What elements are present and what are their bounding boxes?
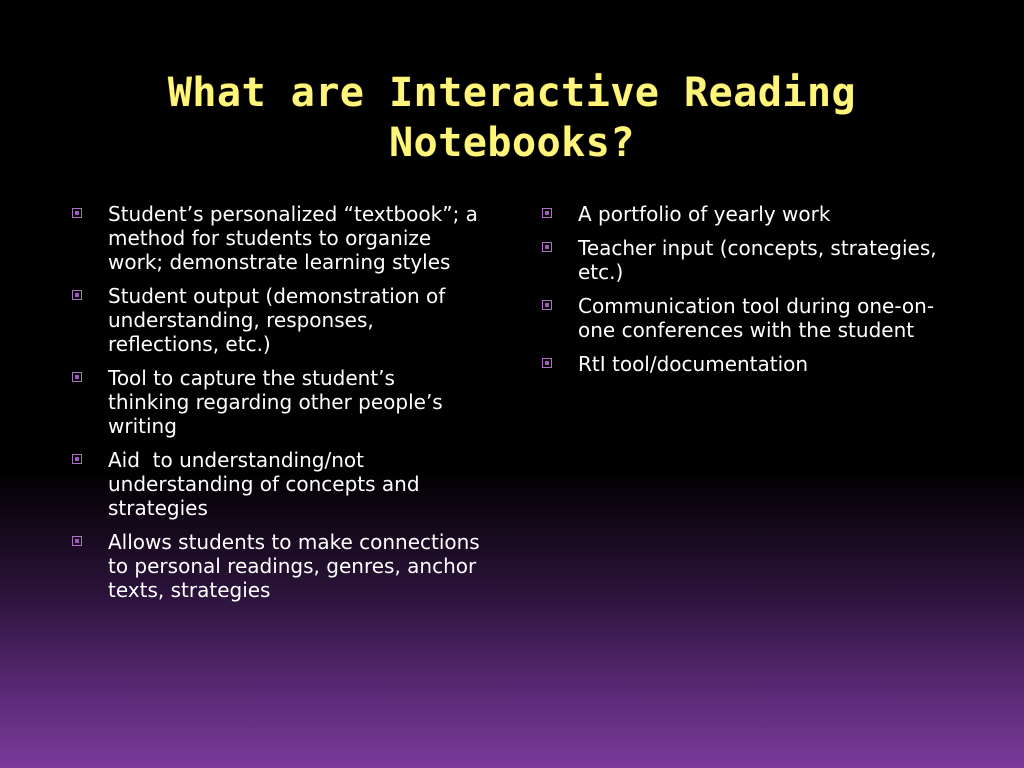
square-bullet-icon [542, 358, 552, 368]
square-bullet-icon [72, 372, 82, 382]
list-item [70, 284, 480, 356]
list-item-text: Allows students to make connections to personal readings, genres, anchor texts, strategies [108, 530, 480, 602]
list-item-text: Communication tool during one-on-one conferences with the student [578, 294, 935, 342]
left-column [70, 202, 480, 612]
square-bullet-icon [542, 242, 552, 252]
list-item-text: Student’s personalized “textbook”; a method for students to organize work; demonstrate learning styles [108, 202, 478, 274]
square-bullet-icon [72, 208, 82, 218]
list-item [70, 366, 480, 438]
square-bullet-icon [72, 454, 82, 464]
right-column [540, 202, 970, 386]
list-item [540, 202, 970, 226]
square-bullet-icon [72, 536, 82, 546]
list-item [540, 352, 970, 376]
list-item-text: Teacher input (concepts, strategies, etc.) [578, 236, 937, 284]
list-item [70, 448, 480, 520]
list-item [70, 530, 480, 602]
list-item-text: RtI tool/documentation [578, 352, 809, 376]
right-bullet-list [540, 202, 970, 376]
list-item [70, 202, 480, 274]
left-bullet-list [70, 202, 480, 602]
list-item-text: Student output (demonstration of understanding, responses, reflections, etc.) [108, 284, 446, 356]
square-bullet-icon [542, 208, 552, 218]
list-item-text: Tool to capture the student’s thinking regarding other people’s writing [108, 366, 443, 438]
square-bullet-icon [72, 290, 82, 300]
list-item [540, 236, 970, 284]
list-item [540, 294, 970, 342]
list-item-text: Aid to understanding/not understanding of concepts and strategies [108, 448, 426, 520]
slide-title: What are Interactive Reading Notebooks? [167, 70, 857, 166]
square-bullet-icon [542, 300, 552, 310]
list-item-text: A portfolio of yearly work [578, 202, 831, 226]
